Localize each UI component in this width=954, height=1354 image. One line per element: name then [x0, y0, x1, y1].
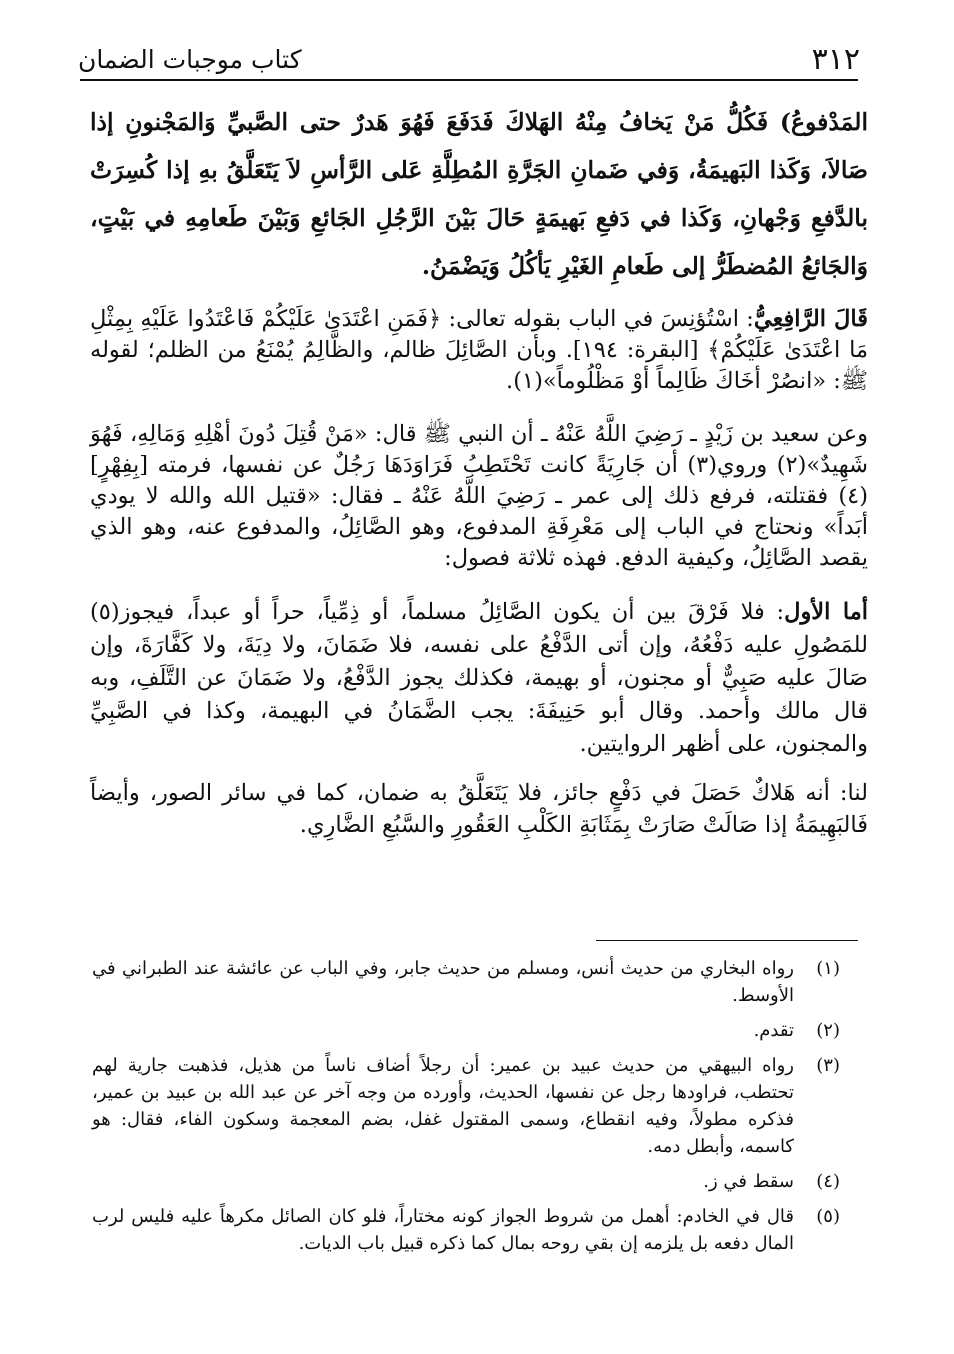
footnote-item: [92, 955, 840, 1009]
footnote-separator: [596, 940, 858, 941]
footnote-text: رواه البيهقي من حديث عبيد بن عمير: أن رجلاً أضاف ناساً من هذيل، فذهبت جارية لهم تحتطب، فراودها رجل عن نفسها، الحديث، وأورده من وجه آخر عن عبد الله بن عبيد بن عمير، فذكره مطولاً، وفيه انقطاع، وسمى المقتول غفل، بضم المعجمة وسكون الفاء، فقال: هو كاسمه، وأبطل دمه.: [92, 1055, 794, 1157]
footnote-number: (٥): [816, 1206, 840, 1227]
rafii-paragraph: [90, 304, 868, 397]
rafii-lead: قَالَ الرَّافِعِيُّ: [753, 306, 868, 332]
footnote-number: (٤): [816, 1171, 840, 1192]
header-rule: [80, 79, 858, 81]
running-title: كتاب موجبات الضمان: [78, 45, 302, 74]
footnote-item: [92, 1017, 840, 1044]
page-number: ٣١٢: [811, 42, 860, 77]
first-section-text: : فلا فَرْقَ بين أن يكون الصَّائِلُ مسلماً، أو ذِمِّياً، حراً أو عبداً، فيجوز(٥) للمَصُولِ عليه دَفْعُهُ، وإن أتى الدَّفْعُ على نفسه، فلا ضَمَانَ، ولا دِيَةَ، ولا كَفَّارَةَ، وإن صَالَ عليه صَبِيٌّ أو مجنون، أو بهيمة، فكذلك يجوز الدَّفْعُ، ولا ضَمَانَ عن التَّلَفِ، وبه قال مالك وأحمد. وقال أبو حَنِيفَةَ: يجب الضَّمَانُ في البهيمة، وكذا في الصَّبِيِّ والمجنون، على أظهر الروايتين.: [90, 599, 868, 757]
footnote-item: [92, 1203, 840, 1257]
matn-paragraph: المَدْفوعُ) فَكُلُّ مَنْ يَخافُ مِنْهُ الهَلاكَ فَدَفَعَ فَهُوَ هَدرٌ حتى الصَّبيِّ وَالمَجْنونِ إذا صَالاَ، وَكَذا البَهيمَةُ، وَفي ضَمانِ الجَرَّةِ المُطِلَّةِ عَلى الرَّأسِ لاَ يَتَعَلَّقُ بهِ إذا كُسِرَتْ بالدَّفعِ وَجْهانِ، وَكَذا في دَفعِ بَهيمَةٍ حَالَ بَيْنَ الرَّجُلِ الجَائعِ وَبَيْنَ طَعامِهِ في بَيْتٍ، وَالجَائعُ المُضطَرُّ إلى طَعامِ الغَيْرِ يَأكُلُ وَيَضْمَنُ.: [90, 108, 868, 280]
footnote-item: [92, 1168, 840, 1195]
footnote-number: (٣): [816, 1055, 840, 1076]
hadith-paragraph: وعن سعيد بن زَيْدٍ ـ رَضِيَ اللَّهُ عَنْهُ ـ أن النبي ﷺ قال: «مَنْ قُتِلَ دُونَ أهْلِهِ وَمَالِهِ، فَهُوَ شَهِيدٌ»(٢) وروي(٣) أن جَارِيَةً كانت تَحْتَطِبُ فَرَاوَدَهَا رَجُلٌ عن نفسها، فرمته [بِفِهْرٍ](٤) فقتلته، فرفع ذلك إلى عمر ـ رَضِيَ اللَّهُ عَنْهُ ـ فقال: «قتيل الله والله لا يودي أبَداً» ونحتاج في الباب إلى مَعْرِفَةِ المدفوع، وهو الصَّائِلُ، والمدفوع عنه، وهو الذي يقصد الصَّائِلُ، وكيفية الدفع. فهذه ثلاثة فصول:: [90, 421, 868, 571]
footnote-item: [92, 1052, 840, 1160]
page-header: [78, 30, 860, 80]
footnote-text: رواه البخاري من حديث أنس، ومسلم من حديث جابر، وفي الباب عن عائشة عند الطبراني في الأوسط.: [92, 958, 794, 1006]
main-text: [90, 98, 868, 841]
footnote-text: قال في الخادم: أهمل من شروط الجواز كونه مختاراً، فلو كان الصائل مكرهاً عليه فليس لرب المال دفعه بل يلزمه إن بقي روحه بمال كما ذكره قبيل باب الديات.: [92, 1206, 794, 1254]
footnote-text: تقدم.: [753, 1020, 794, 1041]
rafii-text: : اسْتُؤنِسَ في الباب بقوله تعالى: ﴿فَمَنِ اعْتَدَىٰ عَلَيْكُمْ فَاعْتَدُوا عَلَيْهِ بِمِثْلِ مَا اعْتَدَىٰ عَلَيْكُمْ﴾ [البقرة: ١٩٤]. وبأن الصَّائِلَ ظالم، والظَّالِمُ يُمْنَعُ من الظلم؛ لقوله ﷺ: «انصُرْ أخَاكَ ظَالِماً أوْ مَظْلُوماً»(١).: [90, 306, 868, 394]
footnote-text: سقط في ز.: [703, 1171, 794, 1192]
footnote-number: (٢): [816, 1020, 840, 1041]
first-section-paragraph: [90, 596, 868, 761]
first-section-lead: أما الأول: [784, 599, 868, 625]
footnote-number: (١): [816, 958, 840, 979]
footnotes: [92, 955, 840, 1265]
evidence-paragraph: لنا: أنه هَلاكٌ حَصَلَ في دَفْعٍ جائز، فلا يَتَعَلَّقُ به ضمان، كما في سائر الصور، وأيضاً فَالبَهِيمَةُ إذا صَالَتْ صَارَتْ بِمَثَابَةِ الكَلْبِ العَقُورِ والسَّبُعِ الضَّارِي.: [90, 780, 868, 838]
